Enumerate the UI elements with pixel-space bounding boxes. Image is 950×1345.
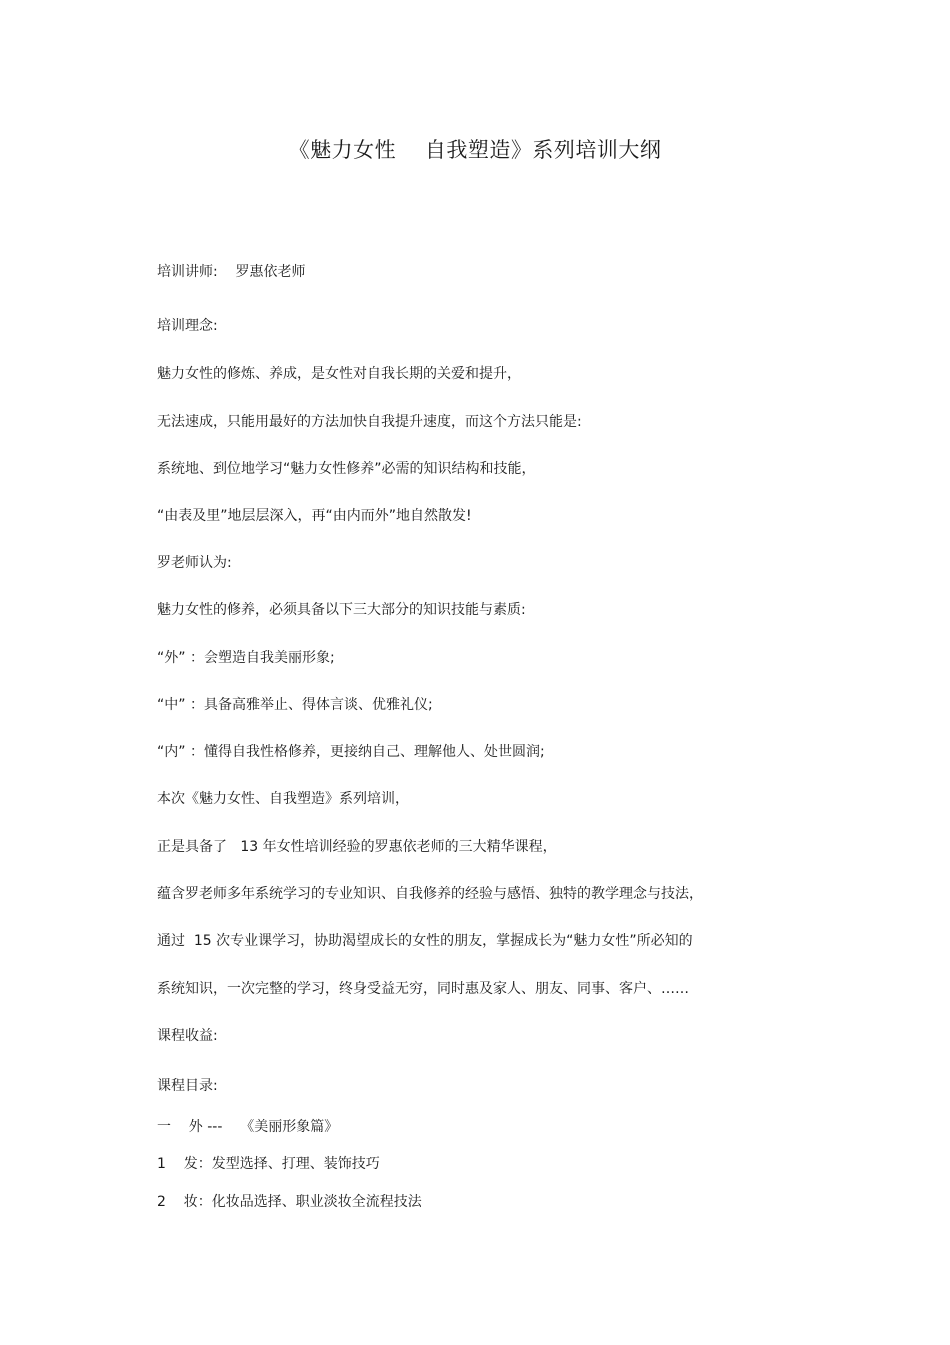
toc-section-1: 一 外 --- 《美丽形象篇》 [157,1119,339,1135]
toc-item-1: 1 发：发型选择、打理、装饰技巧 [157,1156,380,1172]
text-line-philosophy-heading: 培训理念: [157,318,218,334]
text-line-trainer: 培训讲师: 罗惠依老师 [157,264,306,280]
text-line: 正是具备了 13 年女性培训经验的罗惠依老师的三大精华课程， [157,839,557,855]
text-line-view-heading: 罗老师认为: [157,555,232,571]
toc-item-2: 2 妆：化妆品选择、职业淡妆全流程技法 [157,1194,422,1210]
text-line: 魅力女性的修炼、养成，是女性对自我长期的关爱和提升， [157,366,521,382]
text-line: 无法速成，只能用最好的方法加快自我提升速度，而这个方法只能是: [157,414,582,430]
text-line-outer: “外” ：会塑造自我美丽形象; [157,650,335,666]
text-line: 本次《魅力女性、自我塑造》系列培训， [157,791,409,807]
text-line: 蕴含罗老师多年系统学习的专业知识、自我修养的经验与感悟、独特的教学理念与技法， [157,886,703,902]
text-line-benefits-heading: 课程收益: [157,1028,218,1044]
text-line-middle: “中” ：具备高雅举止、得体言谈、优雅礼仪; [157,697,433,713]
text-line: 系统地、到位地学习“魅力女性修养”必需的知识结构和技能， [157,461,536,477]
text-line: 系统知识，一次完整的学习，终身受益无穷，同时惠及家人、朋友、同事、客户、…… [157,981,689,997]
text-line: 魅力女性的修养，必须具备以下三大部分的知识技能与素质: [157,602,526,618]
text-line: 通过 15 次专业课学习，协助渴望成长的女性的朋友，掌握成长为“魅力女性”所必知的 [157,933,693,949]
text-line-toc-heading: 课程目录: [157,1078,218,1094]
text-line: “由表及里”地层层深入，再“由内而外”地自然散发! [157,508,472,524]
text-line-inner: “内” ：懂得自我性格修养，更接纳自己、理解他人、处世圆润; [157,744,545,760]
document-title: 《魅力女性 自我塑造》系列培训大纲 [288,138,662,162]
